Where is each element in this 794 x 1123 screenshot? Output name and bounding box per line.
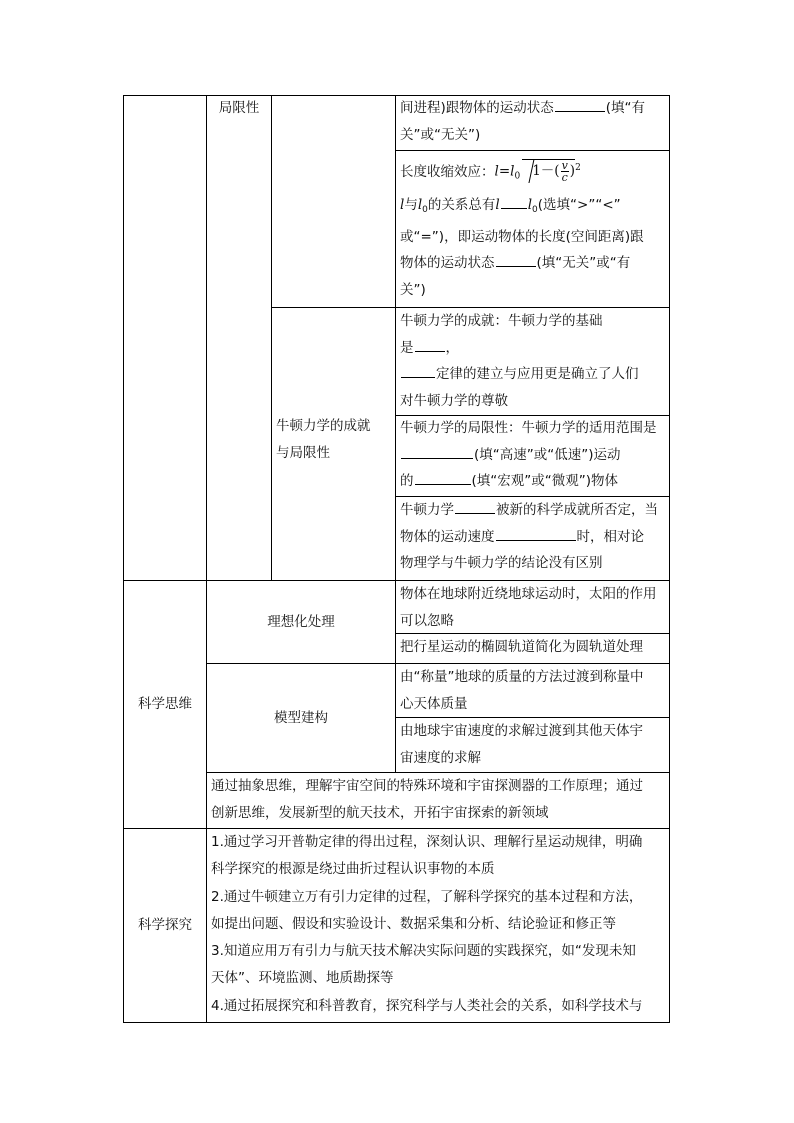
idealization-item-1: 物体在地球附近绕地球运动时，太阳的作用 可以忽略 — [400, 586, 657, 629]
idealization-item-2: 把行星运动的椭圆轨道简化为圆轨道处理 — [400, 639, 643, 655]
row-divider — [395, 150, 670, 151]
inquiry-line: 3.知道应用万有引力与航天技术解决实际问题的实践探究，如“发现未知 — [211, 943, 636, 960]
science-thinking-label: 科学思维 — [138, 696, 192, 713]
inquiry-line: 1.通过学习开普勒定律的得出过程，深刻认识、理解行星运动规律，明确 — [211, 834, 643, 850]
time-dilation-text: 间进程)跟物体的运动状态 — [400, 100, 554, 116]
time-dilation-cell — [396, 95, 669, 148]
time-dilation-text-2: 关”或“无关”) — [400, 126, 481, 143]
modeling-item-1: 由“称量”地球的质量的方法过渡到称量中 心天体质量 — [400, 669, 644, 712]
modeling-label: 模型建构 — [274, 709, 328, 726]
fill-blank[interactable] — [455, 499, 495, 514]
abstract-thinking-cell: 通过抽象思维，理解宇宙空间的特殊环境和宇宙探测器的工作原理；通过 创新思维，发展新型的航天技术，开拓宇宙探索的新领域 — [211, 778, 643, 821]
col-divider — [271, 95, 272, 581]
limitations-label: 局限性 — [218, 100, 260, 116]
fill-blank[interactable] — [415, 470, 471, 485]
fill-blank[interactable] — [401, 444, 473, 459]
length-contraction-label: 长度收缩效应： — [400, 163, 495, 180]
sqrt-sign: 1－( $\frac{v}{c}$ ) — [522, 159, 575, 183]
fill-blank[interactable] — [496, 526, 576, 541]
inquiry-line: 4.通过拓展探究和科普教育，探究科学与人类社会的关系，如科学技术与 — [211, 997, 643, 1014]
fill-blank[interactable] — [501, 194, 527, 209]
fraction-v-over-c: $\frac{v}{c}$ — [561, 159, 568, 184]
modeling-item-2: 由地球宇宙速度的求解过渡到其他天体宇 宙速度的求解 — [400, 723, 643, 766]
science-inquiry-label: 科学探究 — [138, 917, 192, 934]
idealization-label: 理想化处理 — [267, 613, 335, 630]
fill-blank[interactable] — [415, 337, 445, 352]
inquiry-line: 科学探究的根源是绕过曲折过程认识事物的本质 — [211, 861, 495, 878]
fill-blank[interactable] — [401, 363, 435, 378]
science-inquiry-cell — [207, 829, 669, 1020]
newton-relativity-cell: 牛顿力学 被新的科学成就所否定，当 物体的运动速度 时，相对论 物理学与牛顿力学的结论没有区别 — [396, 497, 669, 577]
table-border-right — [669, 95, 670, 1023]
length-contraction-text-3: 或“=”)，即运动物体的长度(空间距离)跟 — [400, 228, 644, 245]
newton-achievement-cell: 牛顿力学的成就：牛顿力学的基础 是 ， 定律的建立与应用更是确立了人们 对牛顿力学的尊敬 — [400, 313, 639, 409]
inquiry-line: 天体”、环境监测、地质勘探等 — [211, 970, 394, 987]
inquiry-line: 如提出问题、假设和实验设计、数据采集和分析、结论验证和修正等 — [211, 915, 616, 932]
time-dilation-hint: (填“有 — [605, 100, 646, 116]
fill-blank[interactable] — [496, 252, 536, 267]
newton-label: 牛顿力学的成就 与局限性 — [276, 418, 371, 461]
inquiry-line: 2.通过牛顿建立万有引力定律的过程，了解科学探究的基本过程和方法， — [211, 888, 643, 905]
newton-limit-cell: 牛顿力学的局限性：牛顿力学的适用范围是 (填“高速”或“低速”)运动 的 (填“宏观”或“微观”)物体 — [400, 420, 657, 489]
length-contraction-formula: $l=l_0$ 1－( $\frac{v}{c}$ )$^2$ — [494, 159, 581, 184]
fill-blank[interactable] — [555, 97, 605, 112]
table-frame — [123, 95, 670, 1023]
length-contraction-cell: 长度收缩效应： $l=l_0$ 1－( $\frac{v}{c}$ )$^2$ l与$l_0$的关系总有l $l_0$(选填“>”“<” 或“=”)，即运动物体的长度(空间距离)跟 物体的运动状态 (填“无关”或“有 关”) — [396, 152, 669, 303]
